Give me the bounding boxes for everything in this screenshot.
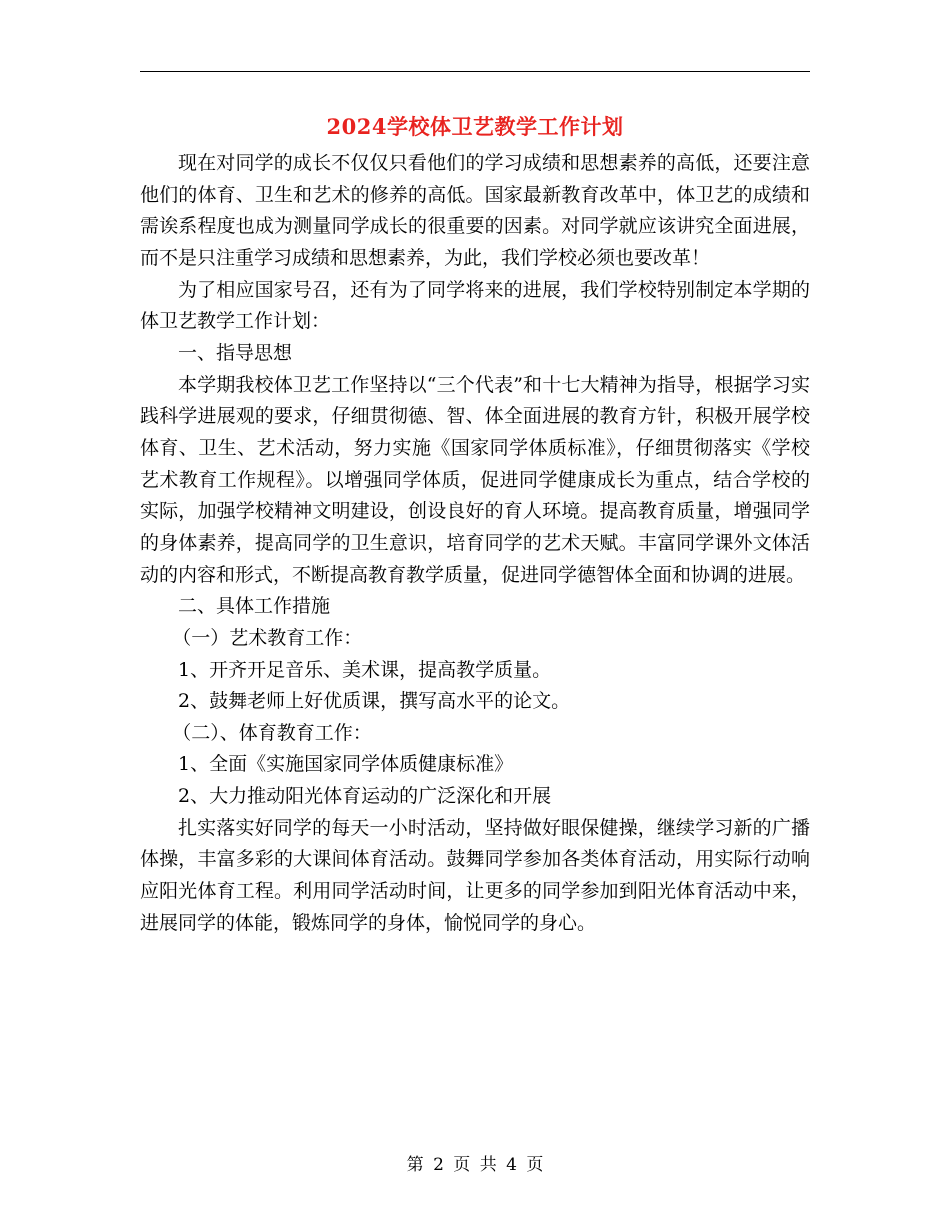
heading-guiding-ideology: 一、指导思想 [178,341,293,364]
paragraph-purpose: 为了相应国家号召，还有为了同学将来的进展，我们学校特别制定本学期的体卫艺教学工作计划： [140,278,810,333]
header-rule [140,71,810,72]
list-item-pe-1: 1、全面《实施国家同学体质健康标准》 [178,753,514,776]
list-item-pe-2: 2、大力推动阳光体育运动的广泛深化和开展 [178,785,552,808]
heading-work-measures: 二、具体工作措施 [178,595,331,618]
subheading-pe-education: （二）、体育教育工作： [172,721,372,744]
document-body [140,148,810,939]
paragraph-sunshine-sports: 扎实落实好同学的每天一小时活动，坚持做好眼保健操，继续学习新的广播体操，丰富多彩的大课间体育活动。鼓舞同学参加各类体育活动，用实际行动响应阳光体育工程。利用同学活动时间，让更多的同学参加到阳光体育活动中来，进展同学的体能，锻炼同学的身体，愉悦同学的身心。 [140,816,810,934]
list-item-art-2: 2、鼓舞老师上好优质课，撰写高水平的论文。 [178,690,571,713]
paragraph-intro: 现在对同学的成长不仅仅只看他们的学习成绩和思想素养的高低，还要注意他们的体育、卫生和艺术的修养的高低。国家最新教育改革中，体卫艺的成绩和需诶系程度也成为测量同学成长的很重要的因素。对同学就应该讲究全面进展，而不是只注重学习成绩和思想素养，为此，我们学校必须也要改革！ [140,152,810,269]
list-item-art-1: 1、开齐开足音乐、美术课，提高教学质量。 [178,658,552,681]
document-title: 2024学校体卫艺教学工作计划 [326,114,624,139]
paragraph-guiding-ideology: 本学期我校体卫艺工作坚持以“三个代表”和十七大精神为指导，根据学习实践科学进展观的要求，仔细贯彻德、智、体全面进展的教育方针，积极开展学校体育、卫生、艺术活动，努力实施《国家同学体质标准》，仔细贯彻落实《学校艺术教育工作规程》。以增强同学体质，促进同学健康成长为重点，结合学校的实际，加强学校精神文明建设，创设良好的育人环境。提高教育质量，增强同学的身体素养，提高同学的卫生意识，培育同学的艺术天赋。丰富同学课外文体活动的内容和形式，不断提高教育教学质量，促进同学德智体全面和协调的进展。 [140,373,810,586]
page-number-footer: 第 2 页 共 4 页 [406,1155,544,1175]
subheading-art-education: （一）艺术教育工作： [172,626,363,649]
